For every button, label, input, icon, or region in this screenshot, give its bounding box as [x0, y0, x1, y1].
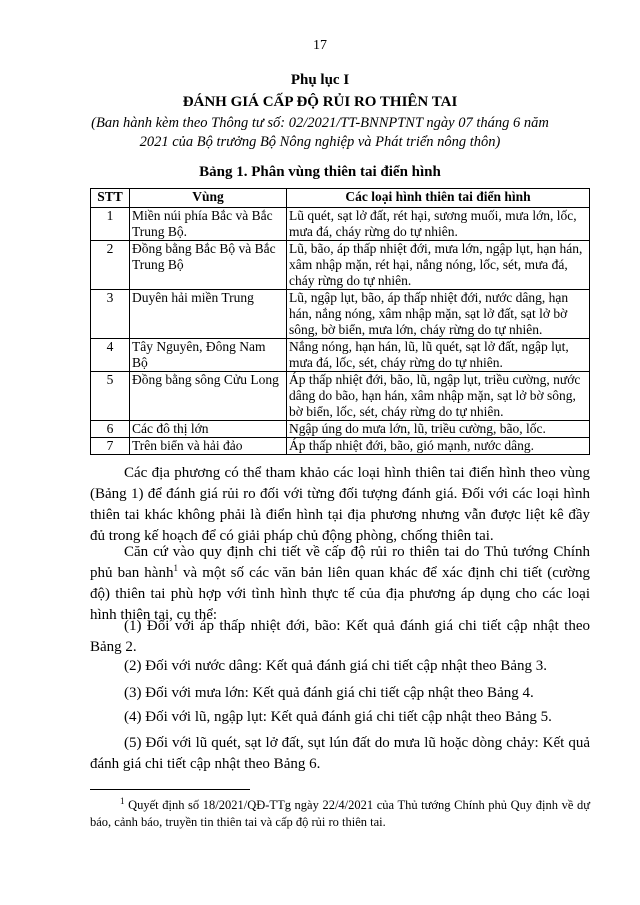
disaster-regions-table — [90, 188, 590, 455]
row-region: Đồng bằng Bắc Bộ và Bắc Trung Bộ — [130, 241, 287, 290]
table-row — [91, 438, 590, 455]
table-row — [91, 339, 590, 372]
row-region: Tây Nguyên, Đông Nam Bộ — [130, 339, 287, 372]
footnote-text: Quyết định số 18/2021/QĐ-TTg ngày 22/4/2021 của Thủ tướng Chính phủ Quy định về dự báo, cảnh báo, truyền tin thiên tai và cấp độ rủi ro thiên tai. — [90, 798, 590, 829]
row-disasters: Nắng nóng, hạn hán, lũ, lũ quét, sạt lở đất, ngập lụt, mưa đá, lốc, sét, cháy rừng do tự nhiên. — [287, 339, 590, 372]
footnote-reference[interactable]: 1 — [173, 563, 178, 573]
header-stt: STT — [91, 189, 130, 208]
table-row — [91, 372, 590, 421]
row-region: Đồng bằng sông Cửu Long — [130, 372, 287, 421]
row-stt: 6 — [91, 421, 130, 438]
document-title: ĐÁNH GIÁ CẤP ĐỘ RỦI RO THIÊN TAI — [182, 94, 458, 110]
list-item: (5) Đối với lũ quét, sạt lở đất, sụt lún đất do mưa lũ hoặc dòng chảy: Kết quả đánh giá chi tiết cập nhật theo Bảng 6. — [90, 735, 590, 772]
table-title: Bảng 1. Phân vùng thiên tai điển hình — [199, 164, 441, 180]
row-region: Trên biển và hải đảo — [130, 438, 287, 455]
list-item: (2) Đối với nước dâng: Kết quả đánh giá chi tiết cập nhật theo Bảng 3. — [124, 658, 548, 674]
table-header-row — [91, 189, 590, 208]
row-region: Các đô thị lớn — [130, 421, 287, 438]
list-item: (4) Đối với lũ, ngập lụt: Kết quả đánh giá chi tiết cập nhật theo Bảng 5. — [124, 709, 552, 725]
table-row — [91, 241, 590, 290]
row-stt: 4 — [91, 339, 130, 372]
paragraph-basis — [90, 542, 590, 626]
row-disasters: Ngập úng do mưa lớn, lũ, triều cường, bão, lốc. — [287, 421, 590, 438]
row-disasters: Áp thấp nhiệt đới, bão, gió mạnh, nước dâng. — [287, 438, 590, 455]
row-disasters: Lũ quét, sạt lở đất, rét hại, sương muối, mưa lớn, lốc, mưa đá, cháy rừng do tự nhiên. — [287, 208, 590, 241]
paragraph-intro: Các địa phương có thể tham khảo các loại hình thiên tai điển hình theo vùng (Bảng 1) để đánh giá rủi ro đối với từng đối tượng đánh giá. Đối với các loại hình thiên tai khác không phải là điển hình tại địa phương nhưng vẫn được liệt kê đầy đủ trong kế hoạch để có giải pháp chủ động phòng, chống thiên tai. — [90, 465, 590, 544]
row-disasters: Lũ, ngập lụt, bão, áp thấp nhiệt đới, nước dâng, hạn hán, nắng nóng, xâm nhập mặn, sạt lở đất, sạt lở bờ sông, bờ biển, mưa lớn, cháy rừng do tự nhiên. — [287, 290, 590, 339]
header-disasters: Các loại hình thiên tai điển hình — [287, 189, 590, 208]
header-region: Vùng — [130, 189, 287, 208]
table-row — [91, 208, 590, 241]
table-row — [91, 290, 590, 339]
list-item: (3) Đối với mưa lớn: Kết quả đánh giá chi tiết cập nhật theo Bảng 4. — [124, 685, 534, 701]
appendix-title: Phụ lục I — [290, 72, 350, 88]
row-stt: 1 — [91, 208, 130, 241]
row-stt: 2 — [91, 241, 130, 290]
row-disasters: Lũ, bão, áp thấp nhiệt đới, mưa lớn, ngập lụt, hạn hán, xâm nhập mặn, rét hại, nắng nóng, lốc, sét, mưa đá, cháy rừng do tự nhiên. — [287, 241, 590, 290]
row-disasters: Áp thấp nhiệt đới, bão, lũ, ngập lụt, triều cường, nước dâng do bão, hạn hán, xâm nhập mặn, sạt lở bờ sông, bờ biển, lốc, sét, cháy rừng do tự nhiên. — [287, 372, 590, 421]
footnote-divider — [90, 789, 250, 790]
footnote — [90, 797, 590, 831]
row-region: Miền núi phía Bắc và Bắc Trung Bộ. — [130, 208, 287, 241]
list-item: (1) Đối với áp thấp nhiệt đới, bão: Kết quả đánh giá chi tiết cập nhật theo Bảng 2. — [90, 618, 590, 655]
row-region: Duyên hải miền Trung — [130, 290, 287, 339]
page-number: 17 — [313, 38, 327, 53]
row-stt: 3 — [91, 290, 130, 339]
table-row — [91, 421, 590, 438]
document-subtitle: (Ban hành kèm theo Thông tư số: 02/2021/TT-BNNPTNT ngày 07 tháng 6 năm 2021 của Bộ trưởng Bộ Nông nghiệp và Phát triển nông thôn) — [91, 115, 549, 150]
footnote-mark: 1 — [120, 795, 125, 806]
row-stt: 5 — [91, 372, 130, 421]
paragraph-basis-text-cont: và một số các văn bản liên quan khác để xác định chi tiết (cường độ) thiên tai phù hợp với tình hình thực tế của địa phương áp dụng cho các loại hình thiên tai, cụ thể: — [90, 565, 590, 623]
row-stt: 7 — [91, 438, 130, 455]
paragraph-basis-text: Căn cứ vào quy định chi tiết về cấp độ rủi ro thiên tai do Thủ tướng Chính phủ ban hành — [90, 544, 590, 581]
